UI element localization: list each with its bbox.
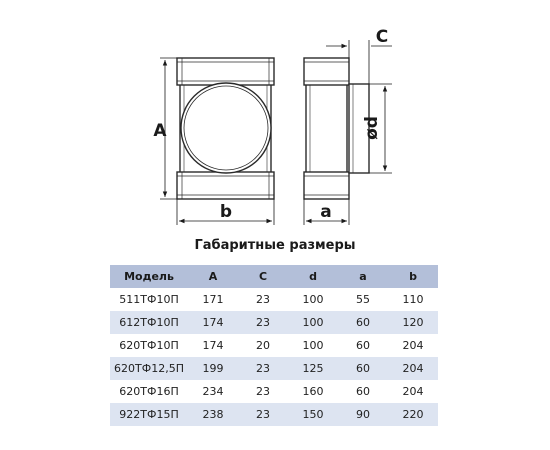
dimension-b-label: b: [219, 202, 233, 222]
table-title: Габаритные размеры: [194, 238, 356, 253]
cell-C: 23: [238, 288, 288, 311]
table-row: [110, 334, 438, 357]
cell-b: 204: [388, 334, 438, 357]
dimension-a-label: a: [320, 202, 332, 222]
cell-a: 55: [338, 288, 388, 311]
dimension-C-label: C: [375, 27, 389, 47]
front-round-opening: [181, 83, 271, 173]
cell-model: 922ТФ15П: [110, 403, 188, 426]
cell-A: 171: [188, 288, 238, 311]
header-d: d: [288, 265, 338, 288]
cell-a: 90: [338, 403, 388, 426]
cell-A: 174: [188, 334, 238, 357]
cell-d: 125: [288, 357, 338, 380]
cell-b: 120: [388, 311, 438, 334]
cell-a: 60: [338, 334, 388, 357]
table-row: [110, 357, 438, 380]
cell-a: 60: [338, 357, 388, 380]
cell-A: 174: [188, 311, 238, 334]
cell-model: 612ТФ10П: [110, 311, 188, 334]
cell-a: 60: [338, 311, 388, 334]
cell-d: 160: [288, 380, 338, 403]
front-view: [177, 58, 274, 199]
cell-b: 204: [388, 380, 438, 403]
header-A: A: [188, 265, 238, 288]
cell-b: 204: [388, 357, 438, 380]
cell-model: 511ТФ10П: [110, 288, 188, 311]
header-b: b: [388, 265, 438, 288]
cell-C: 20: [238, 334, 288, 357]
cell-model: 620ТФ12,5П: [110, 357, 188, 380]
cell-C: 23: [238, 403, 288, 426]
table-header-row: [110, 265, 438, 288]
cell-A: 234: [188, 380, 238, 403]
cell-C: 23: [238, 311, 288, 334]
header-model: Модель: [110, 265, 188, 288]
cell-d: 100: [288, 288, 338, 311]
dimension-d-label: ød: [362, 116, 382, 140]
cell-b: 110: [388, 288, 438, 311]
header-a: a: [338, 265, 388, 288]
cell-C: 23: [238, 357, 288, 380]
dimension-A-label: A: [153, 121, 167, 141]
dimensions-table: [110, 265, 438, 426]
cell-b: 220: [388, 403, 438, 426]
cell-d: 100: [288, 334, 338, 357]
table-row: [110, 311, 438, 334]
table-row: [110, 403, 438, 426]
cell-A: 199: [188, 357, 238, 380]
cell-a: 60: [338, 380, 388, 403]
cell-d: 100: [288, 311, 338, 334]
table-row: [110, 380, 438, 403]
cell-model: 620ТФ10П: [110, 334, 188, 357]
side-view: [304, 58, 369, 199]
header-C: C: [238, 265, 288, 288]
cell-d: 150: [288, 403, 338, 426]
table-row: [110, 288, 438, 311]
cell-C: 23: [238, 380, 288, 403]
cell-A: 238: [188, 403, 238, 426]
cell-model: 620ТФ16П: [110, 380, 188, 403]
